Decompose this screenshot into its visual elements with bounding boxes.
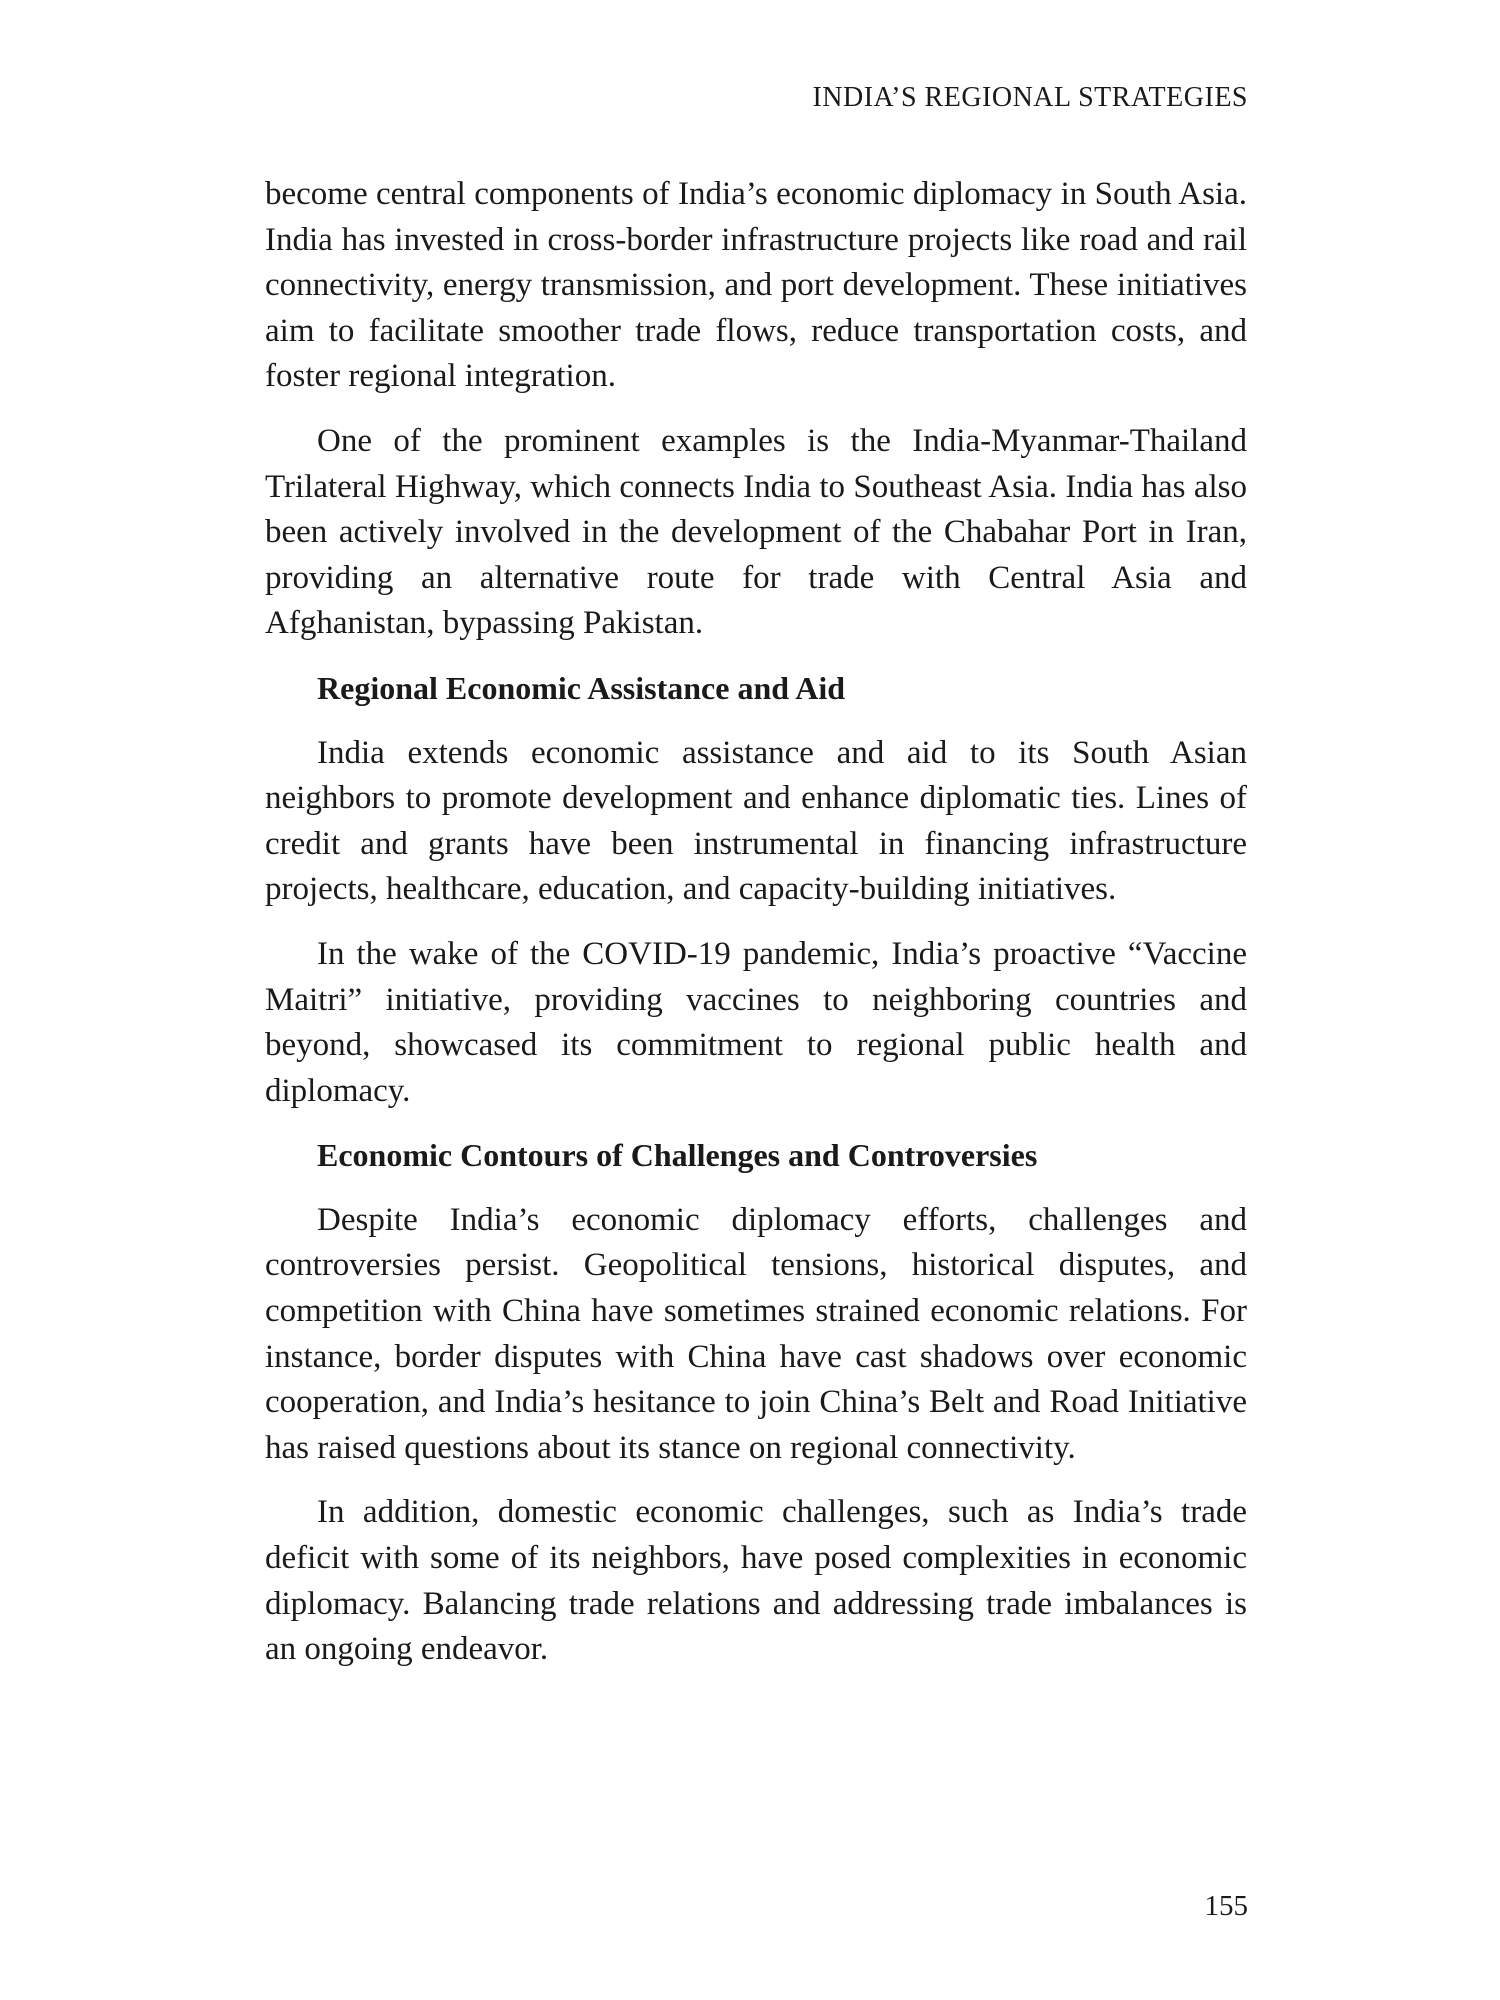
- page-body: [265, 172, 1247, 1673]
- paragraph-vaccine-maitri: In the wake of the COVID-19 pandemic, India’s proactive “Vaccine Maitri” initiative, providing vaccines to neighboring countries and beyond, showcased its commitment to regional public health and diplomacy.: [265, 935, 1247, 1109]
- paragraph-trilateral-highway: One of the prominent examples is the India-Myanmar-Thailand Trilateral Highway, which connects India to Southeast Asia. India has also been actively involved in the development of the Chabahar Port in Iran, providing an alternative route for trade with Central Asia and Afghanistan, bypassing Pakistan.: [265, 422, 1247, 642]
- paragraph-economic-assistance: India extends economic assistance and aid to its South Asian neighbors to promote development and enhance diplomatic ties. Lines of credit and grants have been instrumental in financing infrastructure projects, healthcare, education, and capacity-building initiatives.: [265, 734, 1247, 908]
- paragraph-continued: become central components of India’s economic diplomacy in South Asia. India has invested in cross-border infrastructure projects like road and rail connectivity, energy transmission, and port development. These initiatives aim to facilitate smoother trade flows, reduce transportation costs, and foster regional integration.: [265, 176, 1247, 395]
- paragraph-domestic-challenges: In addition, domestic economic challenges, such as India’s trade deficit with some of its neighbors, have posed complexities in economic diplomacy. Balancing trade relations and addressing trade imbalances is an ongoing endeavor.: [265, 1494, 1247, 1668]
- section-heading-assistance-aid: Regional Economic Assistance and Aid: [317, 669, 846, 706]
- page-number: 155: [1204, 1890, 1248, 1922]
- running-head: INDIA’S REGIONAL STRATEGIES: [812, 82, 1248, 113]
- section-heading-challenges: Economic Contours of Challenges and Controversies: [317, 1137, 1038, 1174]
- paragraph-challenges: Despite India’s economic diplomacy efforts, challenges and controversies persist. Geopolitical tensions, historical disputes, and competition with China have sometimes strained economic relations. For instance, border disputes with China have cast shadows over economic cooperation, and India’s hesitance to join China’s Belt and Road Initiative has raised questions about its stance on regional connectivity.: [265, 1201, 1247, 1466]
